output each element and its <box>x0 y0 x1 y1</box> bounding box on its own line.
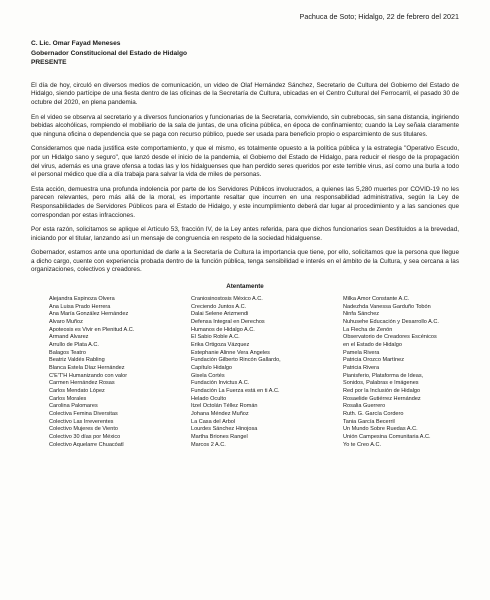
signatory: Observatorio de Creadores Escénicos <box>343 334 437 341</box>
signatory: Fundación La Fuerza está en ti A.C. <box>191 387 280 394</box>
signatory: Helado Oculto <box>191 395 227 402</box>
signatory: Red por la Inclusión de Hidalgo <box>343 387 421 394</box>
paragraph: Esta acción, demuestra una profunda indolencia por parte de los Servidores Públicos involucrados, a quienes las 5,280 muertes por COVID-19 no les parecen relevantes, pero más allá de la moral, es importante resaltar que incurren en una responsabilidad administrativa, según la Ley de Responsabilidades de Servidores Públicos para el Estado de Hidalgo, y este incumplimiento deberá dar lugar al procedimiento y a las sanciones que correspondan por estas infracciones. <box>31 185 459 219</box>
signatory: Patricia Orozco Martínez <box>343 357 405 364</box>
signatory: Martha Briones Rangel <box>191 433 248 440</box>
signatory: en el Estado de Hidalgo <box>343 342 402 348</box>
signatory: Humanos de Hidalgo A.C. <box>191 326 255 333</box>
signatory: Itzel Octolán Téllez Román <box>191 403 258 410</box>
signatory: Colectivo 30 días por México <box>49 433 121 440</box>
signatory: Gisela Cortés <box>191 372 225 379</box>
recipient-present: PRESENTE <box>31 59 67 67</box>
signatory: Creciendo Juntos A.C. <box>191 303 247 310</box>
signatory: Balagos Teatro <box>49 349 86 356</box>
signatory: Blanca Estela Díaz Hernández <box>49 364 125 371</box>
paragraph: Gobernador, estamos ante una oportunidad de darle a la Secretaría de Cultura la importancia que tiene, por ello, solicitamos que la persona que llegue a dicho cargo, cuente con experiencia probada dentro de la función pública, tenga sensibilidad e interés en el ámbito de la Cultura, y sea cercana a las organizaciones, colectivos y creadores. <box>31 249 459 274</box>
signatory: Tania García Becerril <box>343 418 395 425</box>
signatory: Colectiva Femina Diversitas <box>49 410 118 417</box>
signatory: Carolina Palomares <box>49 403 98 410</box>
signatory: Colectivo Mujeres de Viento <box>49 426 118 433</box>
signatory: Rosalia Guerrero <box>343 403 386 410</box>
signatory: Carmen Hernández Rosas <box>49 380 115 387</box>
signatory: Álvaro Muñoz <box>49 319 83 326</box>
signatory: Pianisferio, Plataforma de Ideas, <box>343 372 424 379</box>
recipient-title: Gobernador Constitucional del Estado de Hidalgo <box>31 49 188 57</box>
recipient-name: C. Lic. Omar Fayad Meneses <box>31 40 121 47</box>
signatory: Erika Ortigoza Vázquez <box>191 342 250 348</box>
signatory: Capítulo Hidalgo <box>191 364 233 371</box>
signatory: Sonidos, Palabras e Imágenes <box>343 380 419 387</box>
signatory: Defensa Integral en Derechos <box>191 319 265 326</box>
signatory: Fundación Gilberto Rincón Gallardo, <box>191 357 281 364</box>
paragraph: Por esta razón, solicitamos se aplique el Artículo 53, fracción IV, de la Ley antes referida, para que dichos funcionarios sean Destituidos a la brevedad, iniciando por el titular, lanzando así un mensaje de congruencia en respeto de la sociedad hidalguense. <box>31 226 459 242</box>
letter-body <box>31 82 459 275</box>
signatory: C'E'T'H Humanizando con valor <box>49 372 128 379</box>
dateline: Pachuca de Soto; Hidalgo, 22 de febrero del 2021 <box>299 12 459 21</box>
signatory: Craniosinostosis México A.C. <box>191 296 263 303</box>
signatory: Colectivo Aquelarre Chuacóatl <box>49 441 124 448</box>
signatory: Estephanie Alinne Vera Ángeles <box>191 349 270 356</box>
signatory: Milka Amor Constante A.C. <box>343 296 410 303</box>
signatory-column-3 <box>329 296 477 449</box>
signatory: La Casa del Árbol <box>191 418 236 425</box>
signatory: Marcos 2 A.C. <box>191 441 226 448</box>
paragraph: Consideramos que nada justifica este comportamiento, y que el mismo, es totalmente opuesto a la política pública y la estrategia "Operativo Escudo, por un Hidalgo sano y seguro", que lanzó desde el inicio de la pandemia, el Gobierno del Estado de Hidalgo, para reducir el riesgo de la propagación del virus, además es una grave ofensa a todas las y los hidalguenses que han perdido seres queridos por este terrible virus, así como una burla a todo el personal médico que día a día trabaja para salvar la vida de miles de personas. <box>31 145 459 179</box>
signatory: Lourdes Sánchez Hinojosa <box>191 426 258 433</box>
signatory: Arrullo de Plata A.C. <box>49 342 99 348</box>
signatory: Carlos Morales <box>49 395 87 402</box>
signatory: Nadezhda Vanessa Garduño Tobón <box>343 303 431 310</box>
recipient-block <box>31 39 459 68</box>
signatory: Ruth. G. García Cordero <box>343 410 404 417</box>
paragraph: El día de hoy, circuló en diversos medios de comunicación, un video de Olaf Hernández Sánchez, Secretario de Cultura del Gobierno del Estado de Hidalgo, siendo partícipe de una fiesta dentro de las oficinas de la Secretaría de Cultura, ubicadas en el Centro Cultural del Ferrocarril, el pasado 30 de octubre del 2020, en plena pandemia. <box>31 81 459 106</box>
signatory: Ninfa Sánchez <box>343 311 380 318</box>
closing: Atentamente <box>226 283 264 291</box>
signatory: Apoteosis es Vivir en Plenitud A.C. <box>49 326 135 333</box>
signatory: Ana María González Hernández <box>49 311 129 318</box>
signatory: Pamela Rivera <box>343 349 380 356</box>
signatory: Colectivo Las Irreverentes <box>49 418 114 425</box>
paragraph: En el video se observa al secretario y a diversos funcionarios y funcionarias de la Secretaría, conviviendo, sin cubrebocas, sin sana distancia, ingiriendo bebidas alcohólicas, rompiendo el mobiliario de la sala de juntas, de una oficina pública, en época de confinamiento; cuando la Ley señala claramente que ninguna oficina o dependencia que se paga con recurso público, puede ser usada para beneficio propio o esparcimiento de sus titulares. <box>31 113 459 138</box>
signatories <box>31 296 459 449</box>
signatory: Yo te Creo A.C. <box>343 441 382 448</box>
signatory: Johana Méndez Muñoz <box>191 410 249 417</box>
signatory: Nuhusehe Educación y Desarrollo A.C. <box>343 319 439 326</box>
signatory: Patricia Rivera <box>343 364 380 371</box>
signatory: Alejandra Espinoza Olvera <box>49 296 115 303</box>
signatory: Carlos Mendato López <box>49 387 105 394</box>
signatory-column-2 <box>191 296 329 449</box>
signatory: La Flecha de Zenón <box>343 326 393 333</box>
signatory: Rosaelide Gutiérrez Hernández <box>343 395 421 402</box>
signatory-column-1 <box>31 296 191 449</box>
signatory: El Sabio Roble A.C. <box>191 334 240 341</box>
signatory: Un Mundo Sobre Ruedas A.C. <box>343 426 418 433</box>
signatory: Beatriz Valdés Rabling <box>49 357 105 364</box>
signatory: Dalai Selene Arizmendi <box>191 311 249 318</box>
signatory: Unión Campesina Comunitaria A.C. <box>343 433 431 440</box>
signatory: Ana Luisa Prado Herrera <box>49 303 111 310</box>
signatory: Fundación Invictus A.C. <box>191 380 250 387</box>
signatory: Armand Álvarez <box>49 334 89 341</box>
